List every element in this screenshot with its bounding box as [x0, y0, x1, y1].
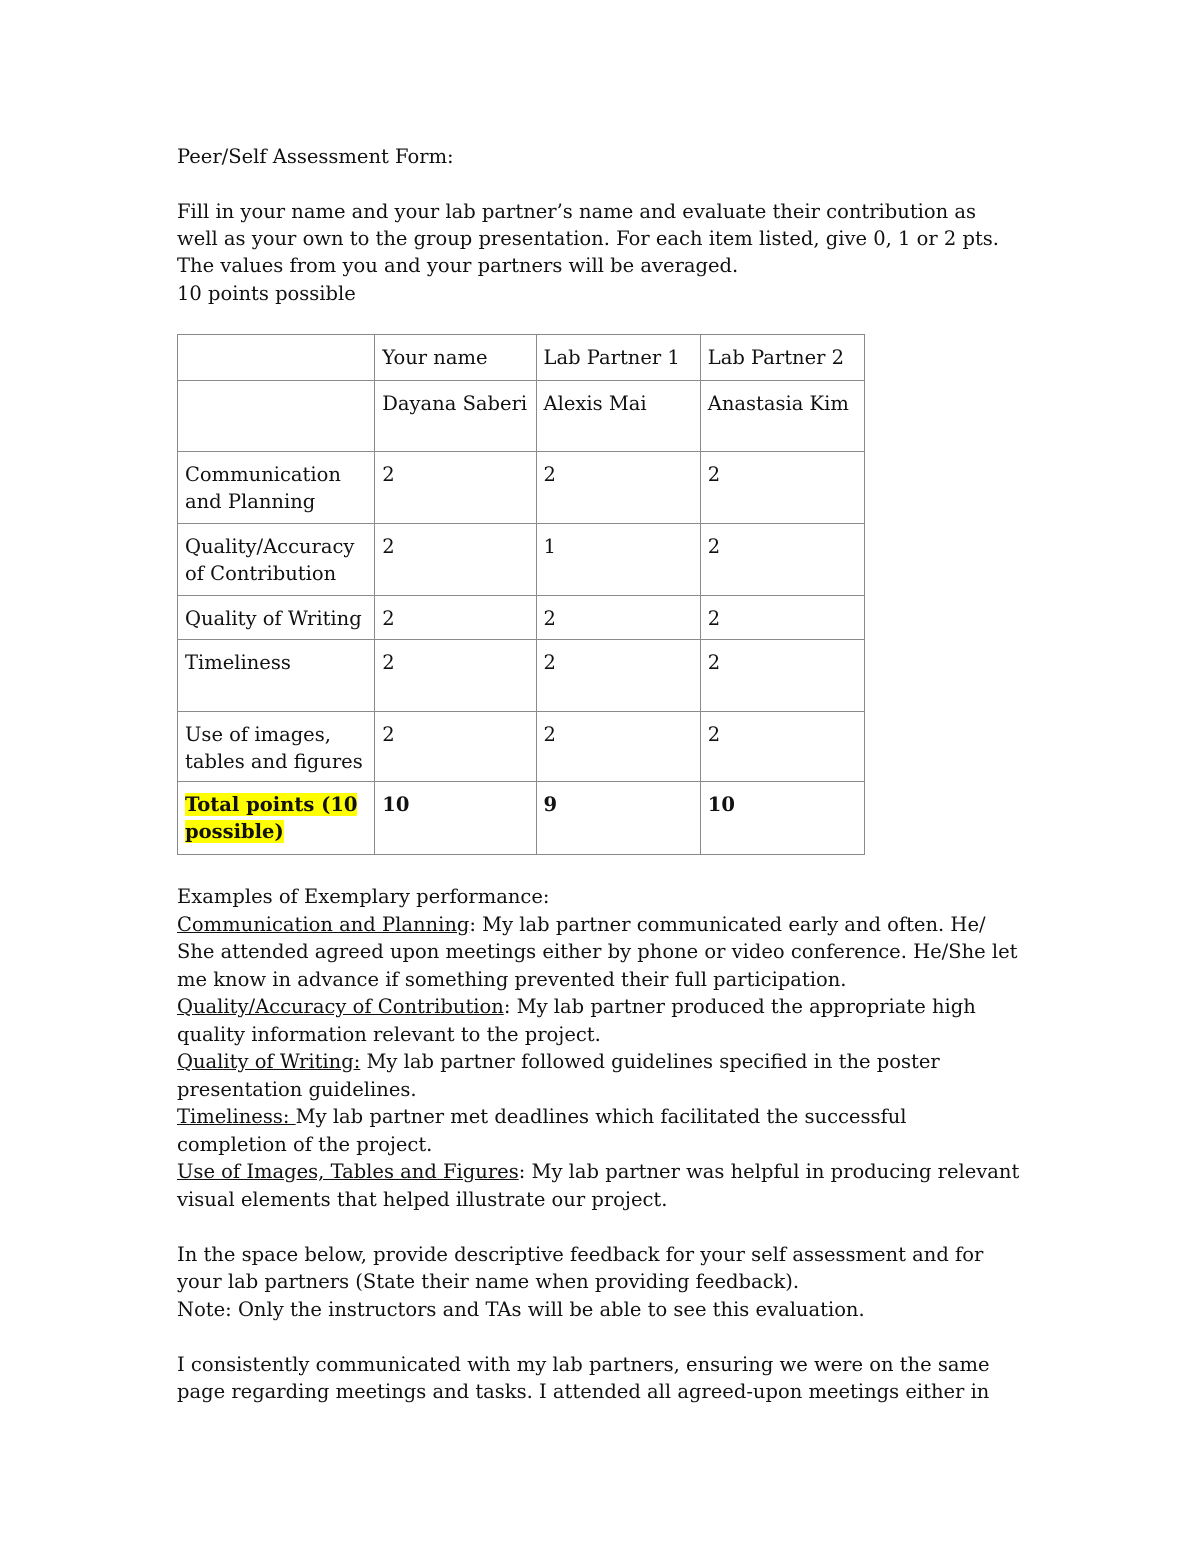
feedback-prompt-line-2: your lab partners (State their name when providing feedback). — [177, 1270, 800, 1293]
criterion-label: Quality of Writing — [178, 596, 375, 640]
table-row — [178, 524, 865, 596]
score-cell: 2 — [375, 524, 536, 596]
criterion-label: Quality/Accuracy of Contribution — [178, 524, 375, 596]
instructions-line-1: Fill in your name and your lab partner’s name and evaluate their contribution as — [177, 200, 977, 223]
score-cell: 2 — [375, 452, 536, 524]
score-cell: 2 — [700, 524, 864, 596]
example-communication-line-2: She attended agreed upon meetings either by phone or video conference. He/She let — [177, 940, 1018, 963]
feedback-prompt-line-1: In the space below, provide descriptive feedback for your self assessment and for — [177, 1243, 984, 1266]
table-header-cell — [178, 335, 375, 381]
example-communication-line-3: me know in advance if something prevented their full participation. — [177, 968, 847, 991]
score-cell: 2 — [536, 452, 700, 524]
total-lab-partner-2: 10 — [700, 782, 864, 855]
total-lab-partner-1: 9 — [536, 782, 700, 855]
feedback-text-line-1: I consistently communicated with my lab partners, ensuring we were on the same — [177, 1353, 990, 1376]
score-cell: 2 — [375, 640, 536, 712]
name-lab-partner-1: Alexis Mai — [536, 381, 700, 452]
table-header-your-name: Your name — [375, 335, 536, 381]
total-your: 10 — [375, 782, 536, 855]
instructions-line-2: well as your own to the group presentation. For each item listed, give 0, 1 or 2 pts. — [177, 227, 1000, 250]
points-possible-note: 10 points possible — [177, 282, 356, 305]
instructions-line-3: The values from you and your partners will be averaged. — [177, 254, 739, 277]
table-row — [178, 640, 865, 712]
example-images-line-1: Use of Images, Tables and Figures: My lab partner was helpful in producing relevant — [177, 1160, 1020, 1183]
example-communication-line-1: Communication and Planning: My lab partner communicated early and often. He/ — [177, 913, 986, 936]
table-row — [178, 596, 865, 640]
example-quality-accuracy-line-2: quality information relevant to the project. — [177, 1023, 601, 1046]
criterion-label: Communication and Planning — [178, 452, 375, 524]
score-cell: 2 — [700, 640, 864, 712]
table-row — [178, 712, 865, 782]
example-writing-line-2: presentation guidelines. — [177, 1078, 417, 1101]
score-cell: 2 — [700, 452, 864, 524]
feedback-text-line-2: page regarding meetings and tasks. I attended all agreed-upon meetings either in — [177, 1380, 990, 1403]
total-label: Total points (10 possible) — [178, 782, 375, 855]
table-names-label — [178, 381, 375, 452]
form-title: Peer/Self Assessment Form: — [177, 145, 454, 168]
example-timeliness-line-1: Timeliness: My lab partner met deadlines which facilitated the successful — [177, 1105, 907, 1128]
visibility-note: Note: Only the instructors and TAs will be able to see this evaluation. — [177, 1298, 865, 1321]
score-cell: 1 — [536, 524, 700, 596]
example-writing-line-1: Quality of Writing: My lab partner followed guidelines specified in the poster — [177, 1050, 940, 1073]
table-row — [178, 452, 865, 524]
score-cell: 2 — [536, 640, 700, 712]
example-images-line-2: visual elements that helped illustrate our project. — [177, 1188, 668, 1211]
score-cell: 2 — [375, 596, 536, 640]
criterion-label: Timeliness — [178, 640, 375, 712]
score-cell: 2 — [536, 596, 700, 640]
assessment-table — [177, 334, 865, 855]
table-names-row — [178, 381, 865, 452]
table-header-lab-partner-2: Lab Partner 2 — [700, 335, 864, 381]
name-lab-partner-2: Anastasia Kim — [700, 381, 864, 452]
score-cell: 2 — [375, 712, 536, 782]
criterion-label: Use of images, tables and figures — [178, 712, 375, 782]
example-timeliness-line-2: completion of the project. — [177, 1133, 433, 1156]
score-cell: 2 — [700, 712, 864, 782]
score-cell: 2 — [700, 596, 864, 640]
example-quality-accuracy-line-1: Quality/Accuracy of Contribution: My lab partner produced the appropriate high — [177, 995, 976, 1018]
table-header-lab-partner-1: Lab Partner 1 — [536, 335, 700, 381]
examples-heading: Examples of Exemplary performance: — [177, 885, 550, 908]
total-row — [178, 782, 865, 855]
name-your: Dayana Saberi — [375, 381, 536, 452]
score-cell: 2 — [536, 712, 700, 782]
table-header-row — [178, 335, 865, 381]
